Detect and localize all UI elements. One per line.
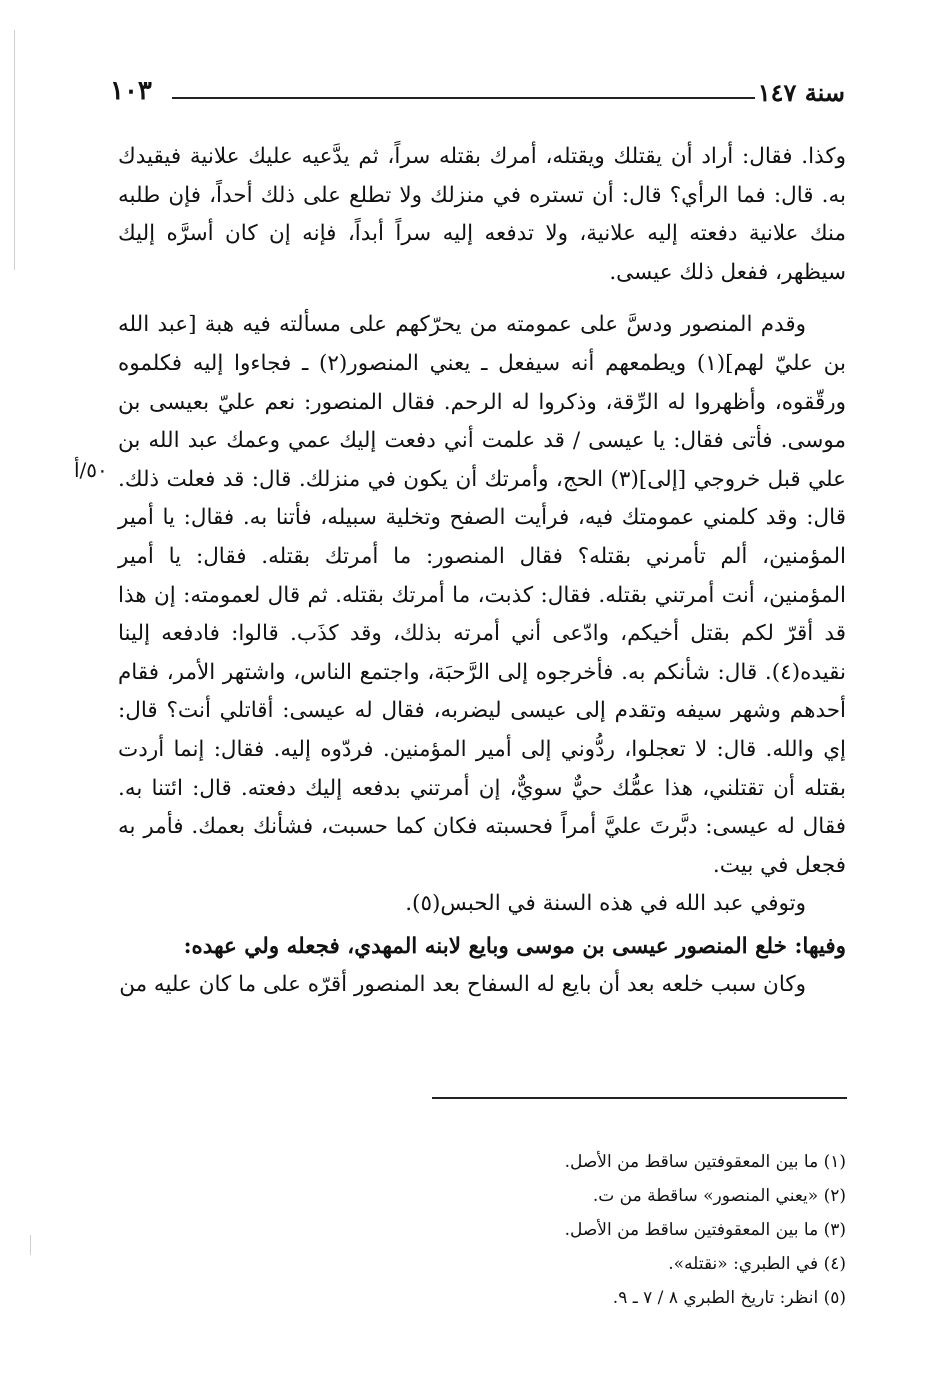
running-title: سنة ١٤٧ bbox=[757, 78, 845, 107]
page-header bbox=[110, 70, 845, 110]
footnote: (٢) «يعني المنصور» ساقطة من ت. bbox=[592, 1186, 846, 1206]
scan-edge-mark-lower bbox=[30, 1235, 31, 1255]
paragraph-last: وكان سبب خلعه بعد أن بايع له السفاح بعد المنصور أقرّه على ما كان عليه من bbox=[119, 972, 806, 998]
footnote: (٣) ما بين المعقوفتين ساقط من الأصل. bbox=[564, 1220, 846, 1240]
header-rule bbox=[172, 97, 755, 99]
footnotes bbox=[118, 1145, 846, 1315]
scan-edge-mark bbox=[14, 30, 15, 270]
main-text bbox=[118, 138, 846, 1005]
paragraph-continuation: وكذا. فقال: أراد أن يقتلك ويقتله، أمرك بقتله سراً، ثم يدَّعيه عليك علانية فيقيدك به. قال: فما الرأي؟ قال: أن تستره في منزلك ولا تطلع على ذلك أحداً، فإن طلبه منك علانية دفعته إليه علانية، ولا تدفعه إليه سراً أبداً، فإنه إن كان أسرَّه إليك سيظهر، ففعل ذلك عيسى. bbox=[118, 144, 846, 285]
footnote: (١) ما بين المعقوفتين ساقط من الأصل. bbox=[564, 1152, 846, 1172]
section-heading: وفيها: خلع المنصور عيسى بن موسى وبايع لابنه المهدي، فجعله ولي عهده: bbox=[183, 933, 846, 959]
page-number: ١٠٣ bbox=[110, 76, 152, 106]
footnote: (٤) في الطبري: «نقتله». bbox=[668, 1254, 846, 1274]
manuscript-folio-reference: ٥٠/أ bbox=[74, 458, 108, 482]
paragraph-death-note: وتوفي عبد الله في هذه السنة في الحبس(٥). bbox=[405, 891, 806, 917]
footnote: (٥) انظر: تاريخ الطبري ٨ / ٧ ـ ٩. bbox=[612, 1288, 846, 1308]
footnote-separator bbox=[432, 1097, 847, 1099]
paragraph: وقدم المنصور ودسَّ على عمومته من يحرّكهم على مسألته فيه هبة [عبد الله بن عليّ لهم](١) ويطمعهم أنه سيفعل ـ يعني المنصور(٢) ـ فجاءوا إليه فكلموه ورقّقوه، وأظهروا له الرِّقة، وذكروا له الرحم. فقال المنصور: نعم عليّ بعيسى بن موسى. فأتى فقال: يا عيسى / قد علمت أني دفعت إليك عمي وعمك عبد الله بن علي قبل خروجي [إلى](٣) الحج، وأمرتك أن يكون في منزلك. قال: قد فعلت ذلك. قال: وقد كلمني عمومتك فيه، فرأيت الصفح وتخلية سبيله، فأتنا به. فقال: يا أمير المؤمنين، ألم تأمرني بقتله؟ فقال المنصور: ما أمرتك بقتله. فقال: يا أمير المؤمنين، أنت أمرتني بقتله. فقال: كذبت، ما أمرتك بقتله. ثم قال لعمومته: إن هذا قد أقرّ لكم بقتل أخيكم، وادّعى أني أمرته بذلك، وقد كذَب. قالوا: فادفعه إلينا نقيده(٤). قال: شأنكم به. فأخرجوه إلى الرَّحبَة، واجتمع الناس، واشتهر الأمر، فقام أحدهم وشهر سيفه وتقدم إلى عيسى ليضربه، فقال له عيسى: أقاتلي أنت؟ قال: إي والله. قال: لا تعجلوا، ردُّوني إلى أمير المؤمنين. فردّوه إليه. فقال: إنما أردت بقتله أن تقتلني، هذا عمُّك حيٌّ سويٌّ، إن أمرتني بدفعه إليك دفعته. قال: ائتنا به. فقال له عيسى: دبَّرتَ عليَّ أمراً فحسبته فكان كما حسبت، فشأنك بعمك. فأمر به فجعل في بيت. bbox=[118, 312, 846, 878]
